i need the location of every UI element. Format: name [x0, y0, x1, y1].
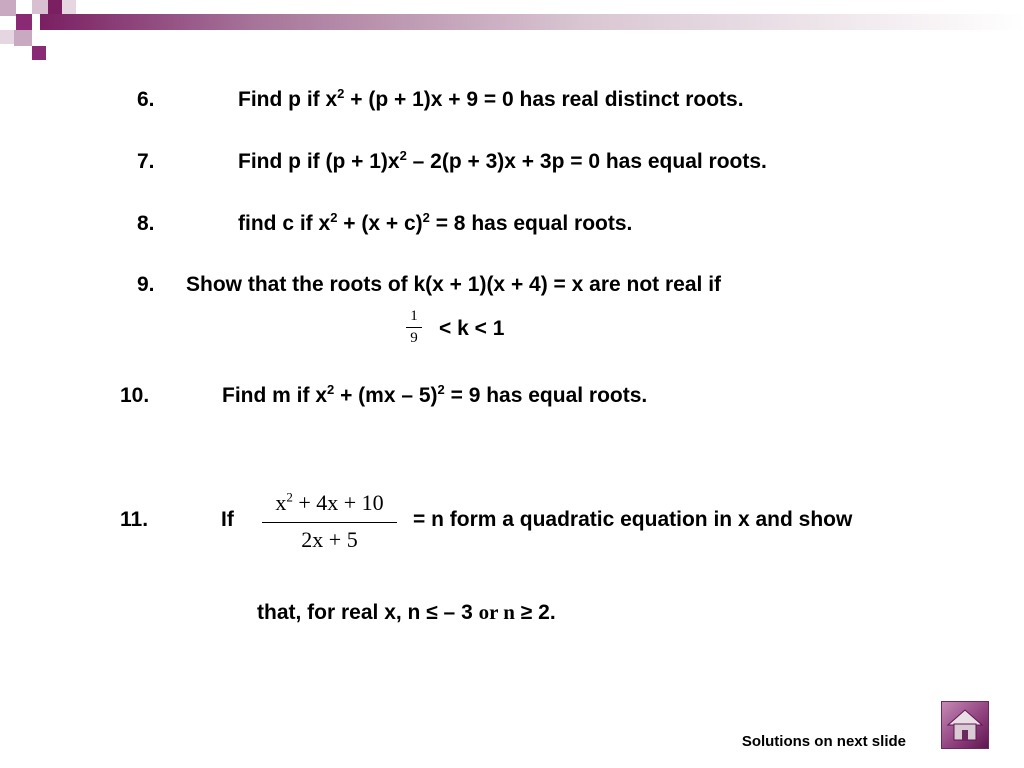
fraction-one-ninth: 1 9	[406, 308, 422, 347]
question-number: 11.	[120, 508, 149, 531]
fraction-numerator: $x^2 + 4x + 10$	[275, 489, 384, 515]
decor-square	[0, 0, 16, 16]
home-button[interactable]	[941, 701, 989, 749]
question-11-if: If	[221, 508, 234, 531]
decor-square	[32, 46, 46, 60]
header-gradient-bar	[40, 14, 1024, 30]
question-number: 8.	[137, 212, 155, 235]
decor-square	[62, 0, 76, 14]
solutions-note: Solutions on next slide	[741, 733, 906, 750]
question-10: Find m if $x^2 + (mx - 5)^2 = 9$ has equal roots.	[222, 382, 648, 407]
question-number: 9.	[137, 273, 155, 296]
question-9: Show that the roots of k(x + 1)(x + 4) = x are not real if	[186, 273, 722, 296]
decor-square	[48, 0, 62, 14]
decor-square	[16, 14, 32, 30]
question-number: 6.	[137, 88, 155, 111]
question-number: 7.	[137, 150, 155, 173]
decor-square	[14, 30, 32, 46]
question-8: find c if $x^2 + (x + c)^2 = 8$ has equal roots.	[238, 210, 633, 235]
fraction-denominator: 2x + 5	[301, 527, 358, 552]
fraction-expression	[262, 490, 397, 553]
inequality-tail: < k < 1	[439, 317, 505, 340]
decor-square	[0, 30, 14, 44]
question-number: 10.	[120, 384, 150, 407]
decor-square	[32, 0, 48, 14]
question-7: Find p if $(p + 1)x^2 - 2(p + 3)x + 3p = 0$ has equal roots.	[238, 148, 767, 173]
question-11-line2: that, for real x, n ≤ – 3 or n ≥ 2.	[257, 600, 556, 624]
home-icon	[942, 702, 988, 748]
question-6: Find p if $x^2 + (p + 1)x + 9 = 0$ has real distinct roots.	[238, 86, 744, 111]
question-11: = n form a quadratic equation in x and show	[413, 508, 853, 531]
